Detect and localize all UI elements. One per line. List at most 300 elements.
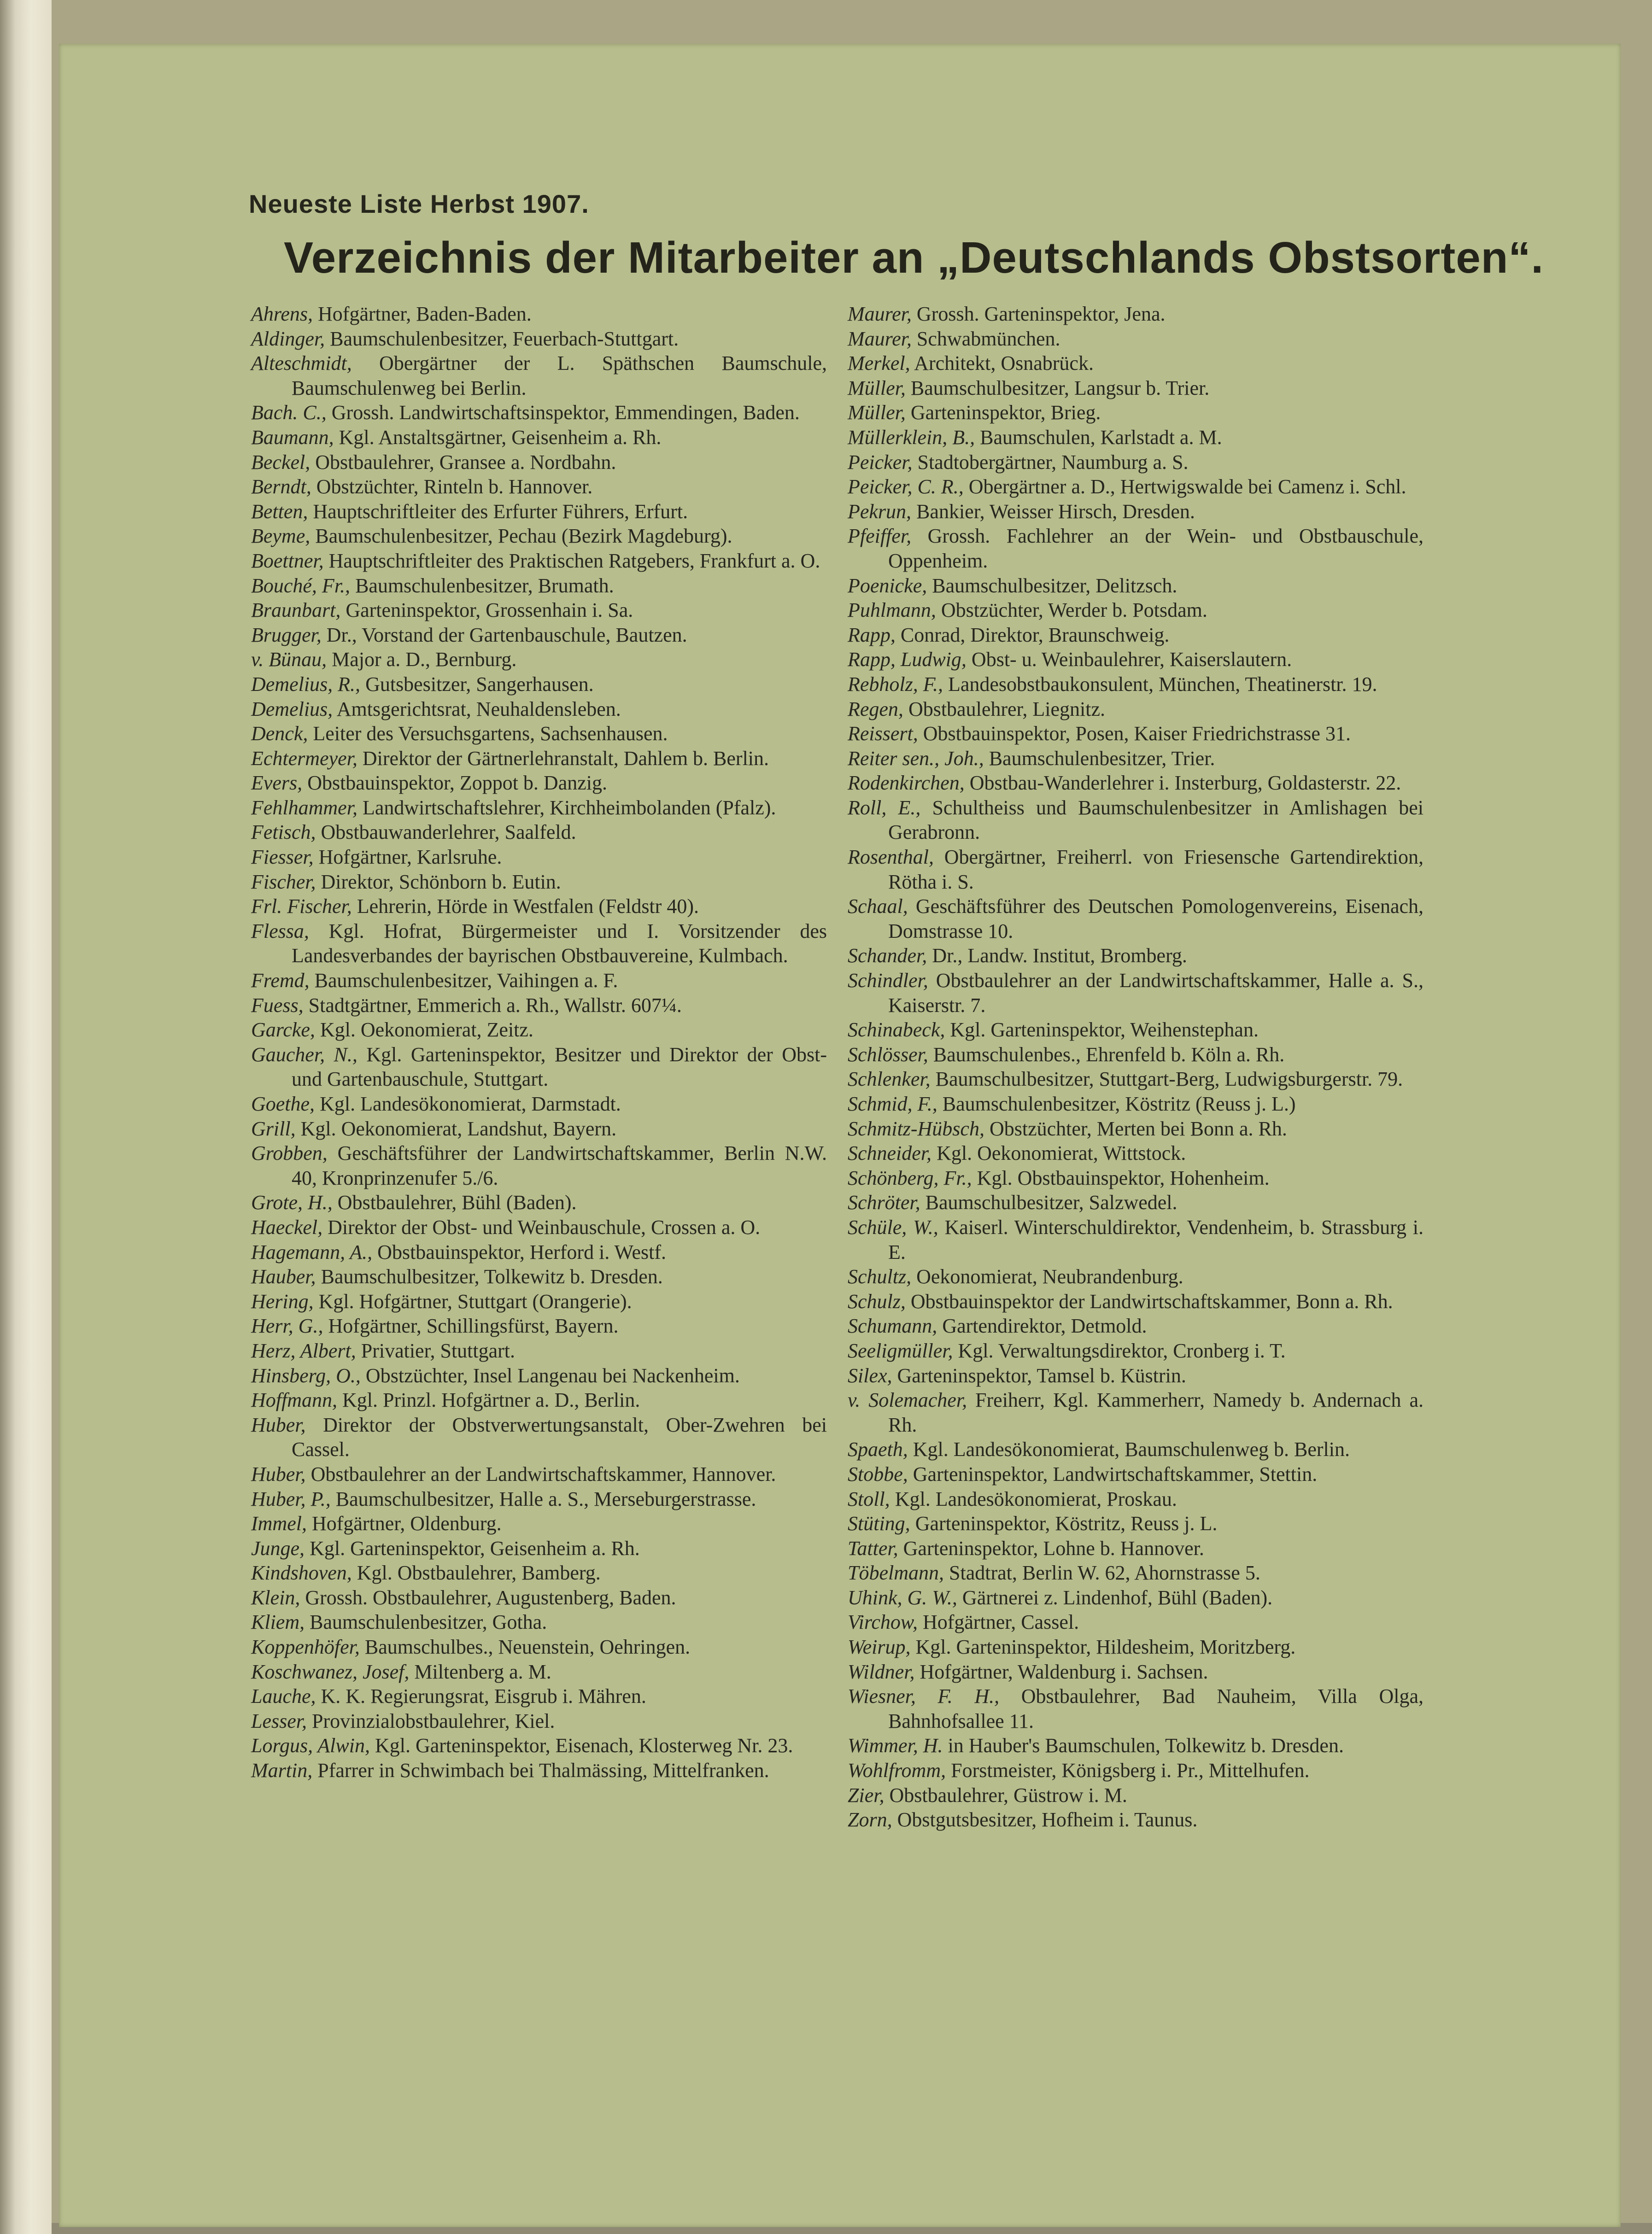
contributor-description: Baumschulenbesitzer, Vaihingen a. F. bbox=[314, 969, 618, 992]
contributor-description: Provinzialobstbaulehrer, Kiel. bbox=[312, 1709, 555, 1732]
contributor-entry bbox=[848, 1042, 1424, 1067]
contributor-name: Schlenker, bbox=[848, 1068, 931, 1091]
contributor-entry bbox=[848, 376, 1424, 401]
contributor-name: Merkel, bbox=[848, 352, 910, 375]
contributor-description: Baumschulbesitzer, Tolkewitz b. Dresden. bbox=[321, 1265, 663, 1288]
contributor-entry bbox=[251, 524, 827, 549]
contributor-name: Huber, P., bbox=[251, 1487, 331, 1510]
contributor-description: Schultheiss und Baumschulenbesitzer in Amlishagen bei Gerabronn. bbox=[888, 796, 1424, 844]
contributor-description: Hofgärtner, Karlsruhe. bbox=[318, 846, 502, 869]
contributor-entry bbox=[848, 1536, 1424, 1561]
contributor-name: Flessa, bbox=[251, 919, 309, 942]
contributor-entry bbox=[251, 894, 827, 919]
contributor-name: Roll, E., bbox=[848, 796, 921, 819]
contributor-entry bbox=[848, 1487, 1424, 1512]
contributor-name: Reissert, bbox=[848, 722, 918, 745]
contributor-description: Kgl. Landesökonomierat, Baumschulenweg b. Berlin. bbox=[913, 1438, 1350, 1461]
contributor-description: Hofgärtner, Schillingsfürst, Bayern. bbox=[328, 1315, 619, 1338]
contributor-name: Bouché, Fr., bbox=[251, 574, 351, 597]
contributor-entry bbox=[848, 1166, 1424, 1191]
contributor-description: Kgl. Anstaltsgärtner, Geisenheim a. Rh. bbox=[339, 426, 662, 449]
contributor-description: Kgl. Garteninspektor, Besitzer und Direktor der Obst- und Gartenbauschule, Stuttgart. bbox=[292, 1043, 827, 1091]
contributor-description: Obstbaulehrer, Liegnitz. bbox=[908, 697, 1106, 720]
page-title: Verzeichnis der Mitarbeiter an „Deutschlands Obstsorten“. bbox=[284, 233, 1544, 282]
contributor-entry bbox=[251, 499, 827, 524]
contributors-column-right bbox=[848, 302, 1424, 1832]
contributor-entry bbox=[251, 1018, 827, 1042]
contributor-entry bbox=[251, 993, 827, 1018]
contributor-name: Herr, G., bbox=[251, 1315, 323, 1338]
contributor-name: Koschwanez, Josef, bbox=[251, 1660, 410, 1683]
contributor-name: Rapp, Ludwig, bbox=[848, 648, 967, 671]
contributor-entry bbox=[251, 1610, 827, 1635]
contributor-entry bbox=[251, 327, 827, 351]
contributor-description: Kgl. Garteninspektor, Eisenach, Klosterweg Nr. 23. bbox=[375, 1734, 793, 1757]
contributor-name: Demelius, R., bbox=[251, 673, 361, 696]
contributor-name: Weirup, bbox=[848, 1636, 911, 1659]
contributor-name: Wildner, bbox=[848, 1660, 915, 1683]
contributor-description: Garteninspektor, Köstritz, Reuss j. L. bbox=[915, 1512, 1218, 1535]
contributor-entry bbox=[251, 1215, 827, 1240]
contributor-entry bbox=[251, 1561, 827, 1585]
contributor-description: Garteninspektor, Lohne b. Hannover. bbox=[903, 1537, 1204, 1560]
contributor-description: Schwabmünchen. bbox=[916, 327, 1060, 350]
contributor-description: Grossh. Landwirtschaftsinspektor, Emmendingen, Baden. bbox=[331, 401, 800, 424]
contributor-name: Maurer, bbox=[848, 303, 912, 325]
contributor-entry bbox=[848, 1733, 1424, 1758]
contributor-entry bbox=[251, 351, 827, 400]
contributor-name: Tatter, bbox=[848, 1537, 898, 1560]
contributor-name: Hinsberg, O., bbox=[251, 1364, 361, 1387]
contributor-entry bbox=[848, 1511, 1424, 1536]
contributor-description: Kgl. Garteninspektor, Hildesheim, Moritzberg. bbox=[915, 1636, 1296, 1659]
contributor-description: Baumschulbesitzer, Stuttgart-Berg, Ludwigsburgerstr. 79. bbox=[935, 1068, 1403, 1091]
contributor-description: Stadtobergärtner, Naumburg a. S. bbox=[917, 450, 1189, 474]
contributor-entry bbox=[848, 499, 1424, 524]
contributor-description: Dr., Vorstand der Gartenbauschule, Bautzen. bbox=[326, 623, 687, 646]
contributor-description: Baumschulbesitzer, Delitzsch. bbox=[932, 574, 1177, 597]
contributor-description: Hofgärtner, Cassel. bbox=[922, 1611, 1079, 1634]
contributor-entry bbox=[848, 1437, 1424, 1462]
contributor-entry bbox=[251, 474, 827, 499]
contributor-entry bbox=[848, 1610, 1424, 1635]
contributor-name: Fetisch, bbox=[251, 821, 316, 844]
contributor-entry bbox=[848, 894, 1424, 943]
contributor-name: Kindshoven, bbox=[251, 1561, 352, 1585]
contributor-description: Grossh. Garteninspektor, Jena. bbox=[916, 303, 1166, 325]
contributor-description: Direktor, Schönborn b. Eutin. bbox=[321, 870, 561, 893]
contributor-description: Bankier, Weisser Hirsch, Dresden. bbox=[916, 500, 1195, 523]
contributor-name: Pekrun, bbox=[848, 500, 912, 523]
contributor-name: Schüle, W., bbox=[848, 1216, 938, 1239]
contributor-entry bbox=[848, 524, 1424, 573]
contributor-name: v. Bünau, bbox=[251, 648, 327, 671]
contributor-entry bbox=[848, 1190, 1424, 1215]
contributor-entry bbox=[251, 1536, 827, 1561]
contributor-entry bbox=[848, 1363, 1424, 1388]
contributor-name: Bach. C., bbox=[251, 401, 327, 424]
contributor-name: Fremd, bbox=[251, 969, 310, 992]
contributor-entry bbox=[251, 697, 827, 722]
contributor-entry bbox=[251, 870, 827, 895]
contributor-description: Obstgutsbesitzer, Hofheim i. Taunus. bbox=[897, 1808, 1198, 1831]
contributor-description: Kgl. Landesökonomierat, Darmstadt. bbox=[320, 1093, 621, 1115]
contributor-entry bbox=[251, 1487, 827, 1512]
contributor-entry bbox=[848, 845, 1424, 894]
contributor-description: K. K. Regierungsrat, Eisgrub i. Mähren. bbox=[321, 1685, 646, 1708]
contributor-description: Obergärtner der L. Späthschen Baumschule, Baumschulenweg bei Berlin. bbox=[292, 352, 827, 399]
contributor-name: Reiter sen., Joh., bbox=[848, 747, 984, 770]
contributor-entry bbox=[251, 721, 827, 746]
contributor-name: Martin, bbox=[251, 1759, 313, 1782]
contributor-name: Stüting, bbox=[848, 1512, 910, 1535]
contributor-entry bbox=[251, 1388, 827, 1413]
contributor-name: Schinabeck, bbox=[848, 1018, 945, 1041]
contributor-description: Miltenberg a. M. bbox=[414, 1660, 551, 1683]
contributor-name: Müller, bbox=[848, 401, 906, 424]
contributor-name: Gaucher, N., bbox=[251, 1043, 357, 1066]
contributor-entry bbox=[848, 1264, 1424, 1289]
contributor-description: Hofgärtner, Oldenburg. bbox=[311, 1512, 502, 1535]
contributor-name: Beyme, bbox=[251, 525, 310, 548]
contributor-name: Evers, bbox=[251, 772, 303, 795]
contributor-description: Obstbaulehrer, Gransee a. Nordbahn. bbox=[315, 450, 616, 474]
contributor-name: Junge, bbox=[251, 1537, 305, 1560]
contributor-entry bbox=[251, 1190, 827, 1215]
contributor-entry bbox=[251, 598, 827, 623]
contributor-description: Stadtgärtner, Emmerich a. Rh., Wallstr. 607¼. bbox=[308, 994, 682, 1017]
contributor-name: Wiesner, F. H., bbox=[848, 1685, 1000, 1708]
contributor-entry bbox=[251, 1462, 827, 1487]
contributor-name: Müller, bbox=[848, 376, 906, 399]
contributor-entry bbox=[251, 1511, 827, 1536]
contributor-entry bbox=[251, 549, 827, 573]
contributor-entry bbox=[251, 1117, 827, 1141]
contributor-description: Geschäftsführer der Landwirtschaftskammer, Berlin N.W. 40, Kronprinzenufer 5./6. bbox=[292, 1142, 827, 1189]
contributor-description: Amtsgerichtsrat, Neuhaldensleben. bbox=[336, 697, 621, 720]
contributor-name: Töbelmann, bbox=[848, 1561, 944, 1585]
contributor-description: Leiter des Versuchsgartens, Sachsenhausen. bbox=[313, 722, 668, 745]
contributor-entry bbox=[251, 573, 827, 598]
contributor-name: Schneider, bbox=[848, 1142, 932, 1165]
contributor-description: Forstmeister, Königsberg i. Pr., Mittelhufen. bbox=[951, 1759, 1310, 1782]
contributor-name: Grote, H., bbox=[251, 1191, 333, 1214]
contributor-name: Schultz, bbox=[848, 1265, 912, 1288]
contributor-description: Gutsbesitzer, Sangerhausen. bbox=[365, 673, 594, 696]
contributor-entry bbox=[848, 746, 1424, 771]
contributor-entry bbox=[848, 1807, 1424, 1832]
contributor-description: Baumschulen, Karlstadt a. M. bbox=[980, 426, 1222, 449]
contributor-entry bbox=[251, 919, 827, 968]
contributor-name: Goethe, bbox=[251, 1093, 315, 1115]
contributor-entry bbox=[848, 1783, 1424, 1808]
contributor-description: Baumschulenbesitzer, Gotha. bbox=[310, 1611, 547, 1634]
contributor-entry bbox=[251, 1635, 827, 1660]
contributor-entry bbox=[251, 647, 827, 672]
contributor-entry bbox=[251, 1660, 827, 1684]
contributor-name: Brugger, bbox=[251, 623, 322, 646]
contributor-name: Lauche, bbox=[251, 1685, 316, 1708]
contributor-entry bbox=[848, 1289, 1424, 1314]
contributor-description: Baumschulenbesitzer, Pechau (Bezirk Magdeburg). bbox=[315, 525, 732, 548]
contributor-description: Baumschulbesitzer, Salzwedel. bbox=[925, 1191, 1177, 1214]
contributor-description: Obstbauinspektor der Landwirtschaftskammer, Bonn a. Rh. bbox=[910, 1290, 1393, 1313]
contributor-description: Hauptschriftleiter des Erfurter Führers, Erfurt. bbox=[313, 500, 688, 523]
contributor-description: Gärtnerei z. Lindenhof, Bühl (Baden). bbox=[962, 1586, 1273, 1609]
contributor-name: Virchow, bbox=[848, 1611, 918, 1634]
contributor-name: Aldinger, bbox=[251, 327, 325, 350]
contributor-entry bbox=[251, 672, 827, 697]
contributor-description: Kgl. Prinzl. Hofgärtner a. D., Berlin. bbox=[342, 1389, 640, 1412]
contributor-description: Obstbau-Wanderlehrer i. Insterburg, Goldasterstr. 22. bbox=[969, 772, 1401, 795]
contributor-name: Huber, bbox=[251, 1462, 306, 1485]
contributor-entry bbox=[251, 1339, 827, 1363]
contributor-description: Baumschulenbesitzer, Feuerbach-Stuttgart. bbox=[330, 327, 679, 350]
contributor-name: Zier, bbox=[848, 1784, 885, 1807]
contributor-name: Stobbe, bbox=[848, 1462, 908, 1485]
contributor-name: Rebholz, F., bbox=[848, 673, 943, 696]
contributor-entry bbox=[251, 1141, 827, 1190]
contributor-name: v. Solemacher, bbox=[848, 1389, 967, 1412]
contributor-entry bbox=[251, 746, 827, 771]
contributor-entry bbox=[848, 1388, 1424, 1437]
contributor-description: Lehrerin, Hörde in Westfalen (Feldstr 40). bbox=[357, 895, 699, 918]
contributor-description: Obstzüchter, Rinteln b. Hannover. bbox=[316, 475, 593, 498]
contributor-description: Baumschulenbesitzer, Köstritz (Reuss j. L.) bbox=[942, 1093, 1296, 1115]
contributor-name: Klein, bbox=[251, 1586, 300, 1609]
contributor-description: Grossh. Fachlehrer an der Wein- und Obstbauschule, Oppenheim. bbox=[888, 525, 1424, 572]
contributor-name: Kliem, bbox=[251, 1611, 305, 1634]
contributor-entry bbox=[848, 425, 1424, 450]
contributor-entry bbox=[251, 1314, 827, 1339]
contributor-entry bbox=[848, 573, 1424, 598]
contributor-name: Rapp, bbox=[848, 623, 896, 646]
contributor-entry bbox=[251, 1413, 827, 1462]
contributor-entry bbox=[251, 1733, 827, 1758]
contributor-name: Schlösser, bbox=[848, 1043, 928, 1066]
contributor-entry bbox=[251, 400, 827, 425]
contributor-name: Huber, bbox=[251, 1413, 306, 1436]
contributor-name: Schulz, bbox=[848, 1290, 906, 1313]
contributor-description: Kgl. Oekonomierat, Landshut, Bayern. bbox=[300, 1117, 617, 1140]
contributor-description: Kgl. Obstbauinspektor, Hohenheim. bbox=[977, 1166, 1270, 1189]
contributor-description: Garteninspektor, Landwirtschaftskammer, Stettin. bbox=[913, 1462, 1318, 1485]
contributor-name: Uhink, G. W., bbox=[848, 1586, 957, 1609]
contributor-name: Hering, bbox=[251, 1290, 314, 1313]
contributor-description: Obergärtner a. D., Hertwigswalde bei Camenz i. Schl. bbox=[968, 475, 1406, 498]
contributor-description: Direktor der Obstverwertungsanstalt, Ober-Zwehren bei Cassel. bbox=[292, 1413, 827, 1461]
contributor-entry bbox=[848, 771, 1424, 795]
contributor-description: Conrad, Direktor, Braunschweig. bbox=[900, 623, 1170, 646]
contributor-description: Freiherr, Kgl. Kammerherr, Namedy b. Andernach a. Rh. bbox=[888, 1389, 1424, 1436]
contributor-description: Obstbauinspektor, Herford i. Westf. bbox=[377, 1240, 667, 1263]
contributor-description: Dr., Landw. Institut, Bromberg. bbox=[932, 944, 1187, 967]
contributor-description: Garteninspektor, Brieg. bbox=[910, 401, 1101, 424]
contributor-entry bbox=[251, 1758, 827, 1783]
contributor-name: Denck, bbox=[251, 722, 308, 745]
contributor-name: Demelius, bbox=[251, 697, 333, 720]
contributor-name: Wimmer, H. bbox=[848, 1734, 943, 1757]
contributor-entry bbox=[848, 968, 1424, 1018]
contributor-entry bbox=[848, 450, 1424, 475]
contributor-entry bbox=[251, 820, 827, 845]
contributor-name: Peicker, C. R., bbox=[848, 475, 964, 498]
contributor-description: Baumschulenbesitzer, Brumath. bbox=[355, 574, 614, 597]
contributor-name: Grobben, bbox=[251, 1142, 328, 1165]
contributor-description: Hauptschriftleiter des Praktischen Ratgebers, Frankfurt a. O. bbox=[328, 549, 820, 572]
contributor-name: Lesser, bbox=[251, 1709, 307, 1732]
contributor-name: Koppenhöfer, bbox=[251, 1636, 360, 1659]
contributor-name: Immel, bbox=[251, 1512, 307, 1535]
contributor-description: Obstbauwanderlehrer, Saalfeld. bbox=[321, 821, 576, 844]
contributor-entry bbox=[251, 845, 827, 870]
contributor-name: Fiesser, bbox=[251, 846, 314, 869]
contributor-description: Oekonomierat, Neubrandenburg. bbox=[916, 1265, 1183, 1288]
contributor-entry bbox=[848, 598, 1424, 623]
contributor-description: Obstzüchter, Werder b. Potsdam. bbox=[941, 599, 1207, 622]
contributor-description: Obst- u. Weinbaulehrer, Kaiserslautern. bbox=[971, 648, 1292, 671]
contributor-name: Regen, bbox=[848, 697, 903, 720]
contributor-entry bbox=[848, 1684, 1424, 1733]
contributor-entry bbox=[251, 623, 827, 648]
contributor-entry bbox=[848, 1585, 1424, 1610]
contributor-description: Obstbaulehrer, Bad Nauheim, Villa Olga, Bahnhofsallee 11. bbox=[888, 1685, 1424, 1732]
contributor-entry bbox=[848, 474, 1424, 499]
contributor-entry bbox=[251, 968, 827, 993]
contributor-entry bbox=[848, 1117, 1424, 1141]
contributor-name: Stoll, bbox=[848, 1487, 890, 1510]
contributor-description: Obstzüchter, Merten bei Bonn a. Rh. bbox=[989, 1117, 1287, 1140]
contributor-description: Obstbaulehrer an der Landwirtschaftskammer, Hannover. bbox=[310, 1462, 776, 1485]
contributor-name: Boettner, bbox=[251, 549, 324, 572]
contributor-name: Silex, bbox=[848, 1364, 892, 1387]
contributor-description: Garteninspektor, Grossenhain i. Sa. bbox=[346, 599, 633, 622]
contributor-entry bbox=[848, 1067, 1424, 1092]
contributor-description: Kaiserl. Winterschuldirektor, Vendenheim, b. Strassburg i. E. bbox=[888, 1216, 1424, 1263]
contributor-entry bbox=[848, 1339, 1424, 1363]
contributor-name: Hauber, bbox=[251, 1265, 316, 1288]
contributor-description: Kgl. Verwaltungsdirektor, Cronberg i. T. bbox=[958, 1339, 1286, 1362]
contributor-entry bbox=[848, 1462, 1424, 1487]
contributor-name: Fischer, bbox=[251, 870, 316, 893]
contributor-description: Grossh. Obstbaulehrer, Augustenberg, Baden. bbox=[305, 1586, 676, 1609]
contributor-name: Schumann, bbox=[848, 1315, 937, 1338]
contributor-entry bbox=[251, 795, 827, 820]
contributor-description: Direktor der Gärtnerlehranstalt, Dahlem b. Berlin. bbox=[362, 747, 769, 770]
contributor-description: Baumschulbesitzer, Langsur b. Trier. bbox=[910, 376, 1210, 399]
contributor-name: Zorn, bbox=[848, 1808, 892, 1831]
contributor-name: Rodenkirchen, bbox=[848, 772, 965, 795]
contributor-name: Schaal, bbox=[848, 895, 908, 918]
contributor-entry bbox=[848, 327, 1424, 351]
contributor-description: Kgl. Garteninspektor, Weihenstephan. bbox=[950, 1018, 1259, 1041]
contributor-name: Lorgus, Alwin, bbox=[251, 1734, 370, 1757]
contributor-description: Obstbaulehrer, Güstrow i. M. bbox=[889, 1784, 1127, 1807]
contributor-entry bbox=[251, 1092, 827, 1117]
contributor-entry bbox=[848, 1758, 1424, 1783]
contributor-entry bbox=[251, 771, 827, 795]
contributor-description: Hofgärtner, Waldenburg i. Sachsen. bbox=[920, 1660, 1208, 1683]
contributor-name: Alteschmidt, bbox=[251, 352, 352, 375]
contributor-entry bbox=[848, 1215, 1424, 1264]
contributor-description: Baumschulenbes., Ehrenfeld b. Köln a. Rh. bbox=[933, 1043, 1285, 1066]
contributor-entry bbox=[848, 943, 1424, 968]
contributor-description: Kgl. Garteninspektor, Geisenheim a. Rh. bbox=[310, 1537, 640, 1560]
contributor-name: Puhlmann, bbox=[848, 599, 936, 622]
contributor-description: Kgl. Oekonomierat, Wittstock. bbox=[937, 1142, 1186, 1165]
contributor-entry bbox=[848, 697, 1424, 722]
contributor-name: Echtermeyer, bbox=[251, 747, 357, 770]
contributor-name: Seeligmüller, bbox=[848, 1339, 953, 1362]
contributor-description: Geschäftsführer des Deutschen Pomologenvereins, Eisenach, Domstrasse 10. bbox=[888, 895, 1424, 942]
contributor-description: Obstzüchter, Insel Langenau bei Nackenheim. bbox=[365, 1364, 740, 1387]
contributor-entry bbox=[251, 1585, 827, 1610]
contributor-entry bbox=[848, 1018, 1424, 1042]
contributor-name: Fehlhammer, bbox=[251, 796, 357, 819]
contributor-name: Wohlfromm, bbox=[848, 1759, 946, 1782]
contributor-entry bbox=[251, 1240, 827, 1265]
contributor-name: Betten, bbox=[251, 500, 308, 523]
contributor-name: Schmid, F., bbox=[848, 1093, 937, 1115]
contributor-entry bbox=[848, 1660, 1424, 1684]
contributor-entry bbox=[251, 1709, 827, 1734]
contributor-description: Garteninspektor, Tamsel b. Küstrin. bbox=[897, 1364, 1186, 1387]
contributor-description: Baumschulbes., Neuenstein, Oehringen. bbox=[364, 1636, 691, 1659]
contributor-entry bbox=[251, 1264, 827, 1289]
contributor-name: Fuess, bbox=[251, 994, 304, 1017]
contributor-entry bbox=[251, 1289, 827, 1314]
contributor-name: Poenicke, bbox=[848, 574, 927, 597]
contributor-name: Schmitz-Hübsch, bbox=[848, 1117, 984, 1140]
contributor-description: Obstbaulehrer an der Landwirtschaftskammer, Halle a. S., Kaiserstr. 7. bbox=[888, 969, 1424, 1017]
contributor-description: Privatier, Stuttgart. bbox=[361, 1339, 516, 1362]
contributor-entry bbox=[251, 302, 827, 327]
contributor-entry bbox=[251, 1684, 827, 1709]
contributor-name: Herz, Albert, bbox=[251, 1339, 356, 1362]
book-binding-edge bbox=[0, 0, 52, 2234]
contributor-name: Spaeth, bbox=[848, 1438, 908, 1461]
contributor-name: Schönberg, Fr., bbox=[848, 1166, 972, 1189]
contributor-description: Kgl. Hofgärtner, Stuttgart (Orangerie). bbox=[318, 1290, 632, 1313]
contributor-name: Müllerklein, B., bbox=[848, 426, 975, 449]
contributor-description: Kgl. Oekonomierat, Zeitz. bbox=[320, 1018, 533, 1041]
contributor-name: Baumann, bbox=[251, 426, 334, 449]
contributor-name: Beckel, bbox=[251, 450, 310, 474]
contributor-entry bbox=[848, 647, 1424, 672]
contributor-description: Obstbauinspektor, Posen, Kaiser Friedrichstrasse 31. bbox=[923, 722, 1351, 745]
contributor-name: Garcke, bbox=[251, 1018, 315, 1041]
contributor-name: Schindler, bbox=[848, 969, 928, 992]
contributor-entry bbox=[251, 1363, 827, 1388]
contributor-name: Frl. Fischer, bbox=[251, 895, 352, 918]
contributor-entry bbox=[848, 400, 1424, 425]
contributor-description: Hofgärtner, Baden-Baden. bbox=[318, 303, 532, 325]
contributor-name: Hoffmann, bbox=[251, 1389, 337, 1412]
contributor-description: Obstbaulehrer, Bühl (Baden). bbox=[337, 1191, 577, 1214]
contributor-entry bbox=[251, 1042, 827, 1092]
contributor-description: Architekt, Osnabrück. bbox=[914, 352, 1094, 375]
contributor-entry bbox=[251, 425, 827, 450]
contributor-name: Hagemann, A., bbox=[251, 1240, 373, 1263]
contributor-name: Pfeiffer, bbox=[848, 525, 912, 548]
contributor-name: Haeckel, bbox=[251, 1216, 323, 1239]
contributor-name: Maurer, bbox=[848, 327, 912, 350]
contributor-description: Obstbauinspektor, Zoppot b. Danzig. bbox=[307, 772, 607, 795]
contributor-entry bbox=[848, 672, 1424, 697]
contributor-entry bbox=[848, 623, 1424, 648]
contributor-description: Major a. D., Bernburg. bbox=[332, 648, 517, 671]
contributor-description: Obergärtner, Freiherrl. von Friesensche Gartendirektion, Rötha i. S. bbox=[888, 846, 1424, 893]
